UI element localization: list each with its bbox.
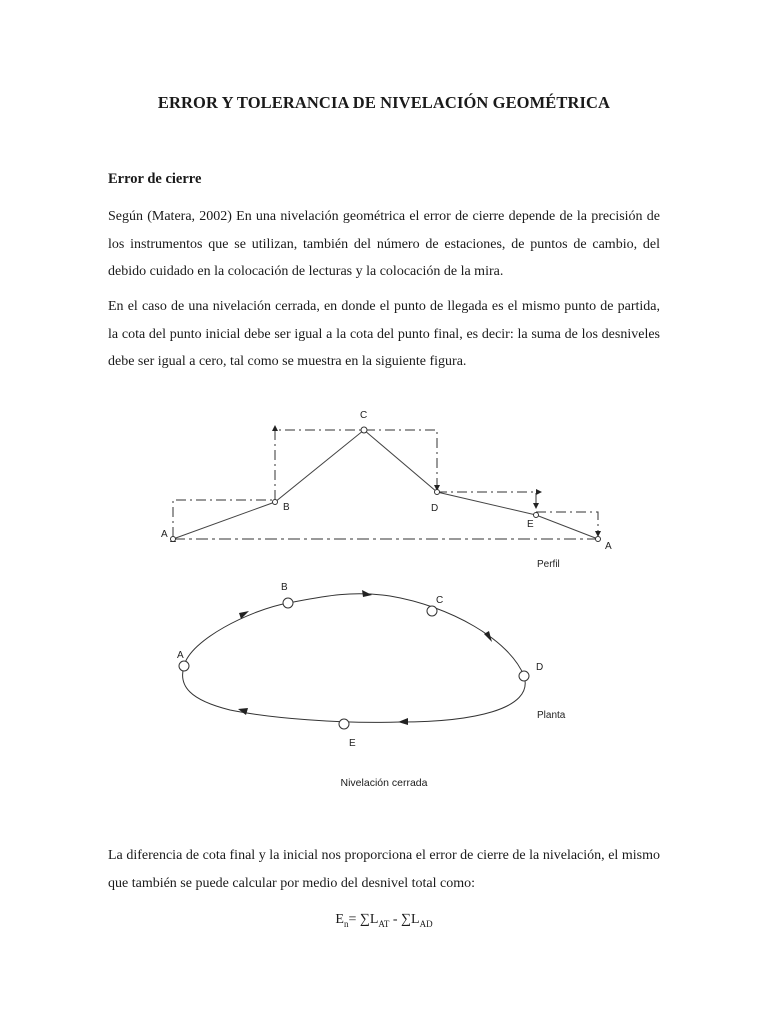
plan-label-c: C [436, 595, 444, 606]
profile-caption-label: Perfil [537, 559, 560, 570]
figure-svg [150, 400, 630, 760]
document-title: ERROR Y TOLERANCIA DE NIVELACIÓN GEOMÉTRICA [157, 93, 611, 112]
formula-minus: - ∑L [389, 912, 420, 927]
formula-lhs: E [335, 912, 344, 927]
profile-point-d [435, 490, 440, 495]
plan-label-b: B [281, 582, 288, 593]
figure-caption: Nivelación cerrada [340, 777, 428, 789]
profile-label-a-start: A [161, 529, 168, 540]
plan-label-a: A [177, 650, 184, 661]
paragraph-2: En el caso de una nivelación cerrada, en donde el punto de llegada es el mismo punto de partida, la cota del punto inicial debe ser igual a la cota del punto final, es decir: la suma de los desniveles debe ser igual a cero, tal como se muestra en la siguiente figura. [108, 299, 660, 369]
plan-label-d: D [536, 662, 544, 673]
profile-label-c: C [360, 410, 368, 421]
profile-label-e: E [527, 519, 534, 530]
error-formula [0, 912, 768, 929]
profile-diagram [171, 426, 601, 542]
profile-point-e [534, 513, 539, 518]
formula-sub-at: AT [378, 918, 390, 929]
plan-label-e: E [349, 738, 356, 749]
profile-point-c [361, 427, 367, 433]
plan-point-a [179, 661, 189, 671]
formula-lhs-sub: n [343, 918, 349, 929]
profile-label-d: D [431, 503, 439, 514]
paragraph-3: La diferencia de cota final y la inicial nos proporciona el error de cierre de la nivelación, el mismo que también se puede calcular por medio del desnivel total como: [108, 848, 660, 891]
closed-leveling-figure [150, 400, 630, 760]
profile-point-a-end [596, 537, 601, 542]
paragraph-1: Según (Matera, 2002) En una nivelación geométrica el error de cierre depende de la precisión de los instrumentos que se utilizan, también del número de estaciones, de puntos de cambio, del debido cuidado en la colocación de lecturas y la colocación de la mira. [108, 209, 660, 279]
plan-point-b [283, 598, 293, 608]
formula-sub-ad: AD [419, 918, 433, 929]
plan-diagram [179, 594, 529, 729]
section-heading: Error de cierre [108, 171, 202, 187]
plan-caption-label: Planta [537, 710, 566, 721]
profile-point-a-start [171, 537, 176, 542]
plan-direction-arrows [238, 590, 492, 725]
profile-point-b [273, 500, 278, 505]
profile-label-b: B [283, 502, 290, 513]
plan-point-c [427, 606, 437, 616]
plan-point-d [519, 671, 529, 681]
formula-eq: = ∑L [348, 912, 379, 927]
profile-label-a-end: A [605, 541, 612, 552]
plan-point-e [339, 719, 349, 729]
